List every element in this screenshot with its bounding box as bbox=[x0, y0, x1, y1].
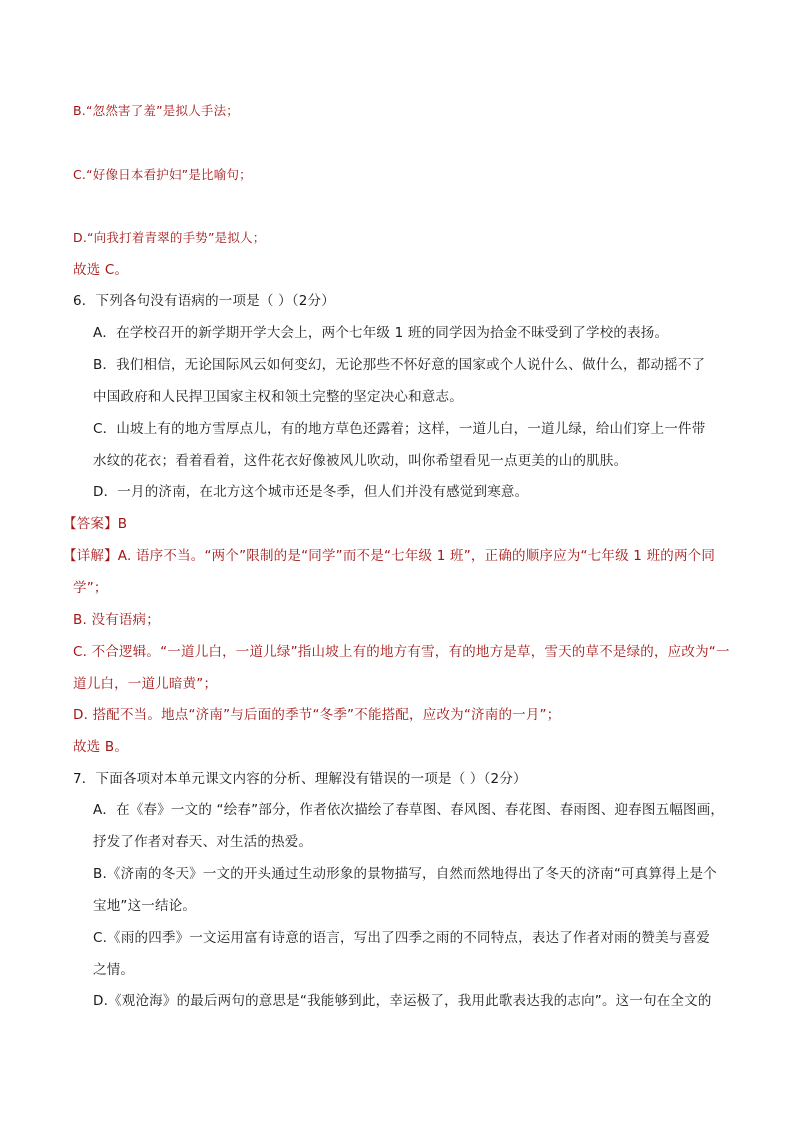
q6-option-d: D．一月的济南，在北方这个城市还是冬季，但人们并没有感觉到寒意。 bbox=[93, 484, 529, 500]
q6-option-b-line1: B．我们相信，无论国际风云如何变幻，无论那些不怀好意的国家或个人说什么、做什么，都动摇不了 bbox=[93, 357, 706, 373]
q7-option-a-line1: A．在《春》一文的 “绘春”部分，作者依次描绘了春草图、春风图、春花图、春雨图、迎春图五幅图画， bbox=[93, 802, 725, 818]
q6-detail-a-line1: 【详解】A. 语序不当。“两个”限制的是“同学”而不是“七年级 1 班”，正确的顺序应为“七年级 1 班的两个同 bbox=[63, 548, 716, 564]
q6-detail-c-line2: 道儿白，一道儿暗黄”； bbox=[73, 676, 218, 692]
q6-option-c-line1: C．山坡上有的地方雪厚点儿，有的地方草色还露着；这样，一道儿白，一道儿绿，给山们穿上一件带 bbox=[93, 421, 706, 437]
prev-conclusion: 故选 C。 bbox=[73, 262, 129, 278]
q6-answer: 【答案】B bbox=[63, 516, 128, 532]
question-6-stem: 6．下列各句没有语病的一项是（ ）（2分） bbox=[73, 293, 335, 309]
prev-analysis-b: B.“忽然害了羞”是拟人手法； bbox=[73, 103, 240, 118]
q7-option-c-line1: C.《雨的四季》一文运用富有诗意的语言，写出了四季之雨的不同特点，表达了作者对雨的赞美与喜爱 bbox=[93, 930, 710, 946]
q6-conclusion: 故选 B。 bbox=[73, 739, 129, 755]
prev-analysis-c: C.“好像日本看护妇”是比喻句； bbox=[73, 167, 252, 182]
q6-detail-b: B. 没有语病； bbox=[73, 612, 160, 628]
q6-option-c-line2: 水纹的花衣；看着看着，这件花衣好像被风儿吹动，叫你希望看见一点更美的山的肌肤。 bbox=[93, 453, 628, 469]
q7-option-b-line2: 宝地”这一结论。 bbox=[93, 898, 197, 914]
q7-option-c-line2: 之情。 bbox=[93, 962, 135, 978]
q6-detail-a-line2: 学”； bbox=[73, 580, 108, 596]
q6-option-b-line2: 中国政府和人民捍卫国家主权和领土完整的坚定决心和意志。 bbox=[93, 389, 463, 405]
q6-detail-c-line1: C. 不合逻辑。“一道儿白，一道儿绿”指山坡上有的地方有雪，有的地方是草，雪天的草不是绿的，应改为“一 bbox=[73, 644, 730, 660]
prev-analysis-d: D.“向我打着青翠的手势”是拟人； bbox=[73, 230, 266, 245]
q7-option-d-line1: D.《观沧海》的最后两句的意思是“我能够到此，幸运极了，我用此歌表达我的志向”。这一句在全文的 bbox=[93, 993, 712, 1009]
q7-option-a-line2: 抒发了作者对春天、对生活的热爱。 bbox=[93, 834, 313, 850]
q7-option-b-line1: B.《济南的冬天》一文的开头通过生动形象的景物描写，自然而然地得出了冬天的济南“可真算得上是个 bbox=[93, 866, 717, 882]
question-7-stem: 7．下面各项对本单元课文内容的分析、理解没有错误的一项是（ ）（2分） bbox=[73, 771, 527, 787]
q6-detail-d: D. 搭配不当。地点“济南”与后面的季节“冬季”不能搭配，应改为“济南的一月”； bbox=[73, 707, 561, 723]
q6-option-a: A．在学校召开的新学期开学大会上，两个七年级 1 班的同学因为拾金不昧受到了学校的表扬。 bbox=[93, 325, 669, 341]
